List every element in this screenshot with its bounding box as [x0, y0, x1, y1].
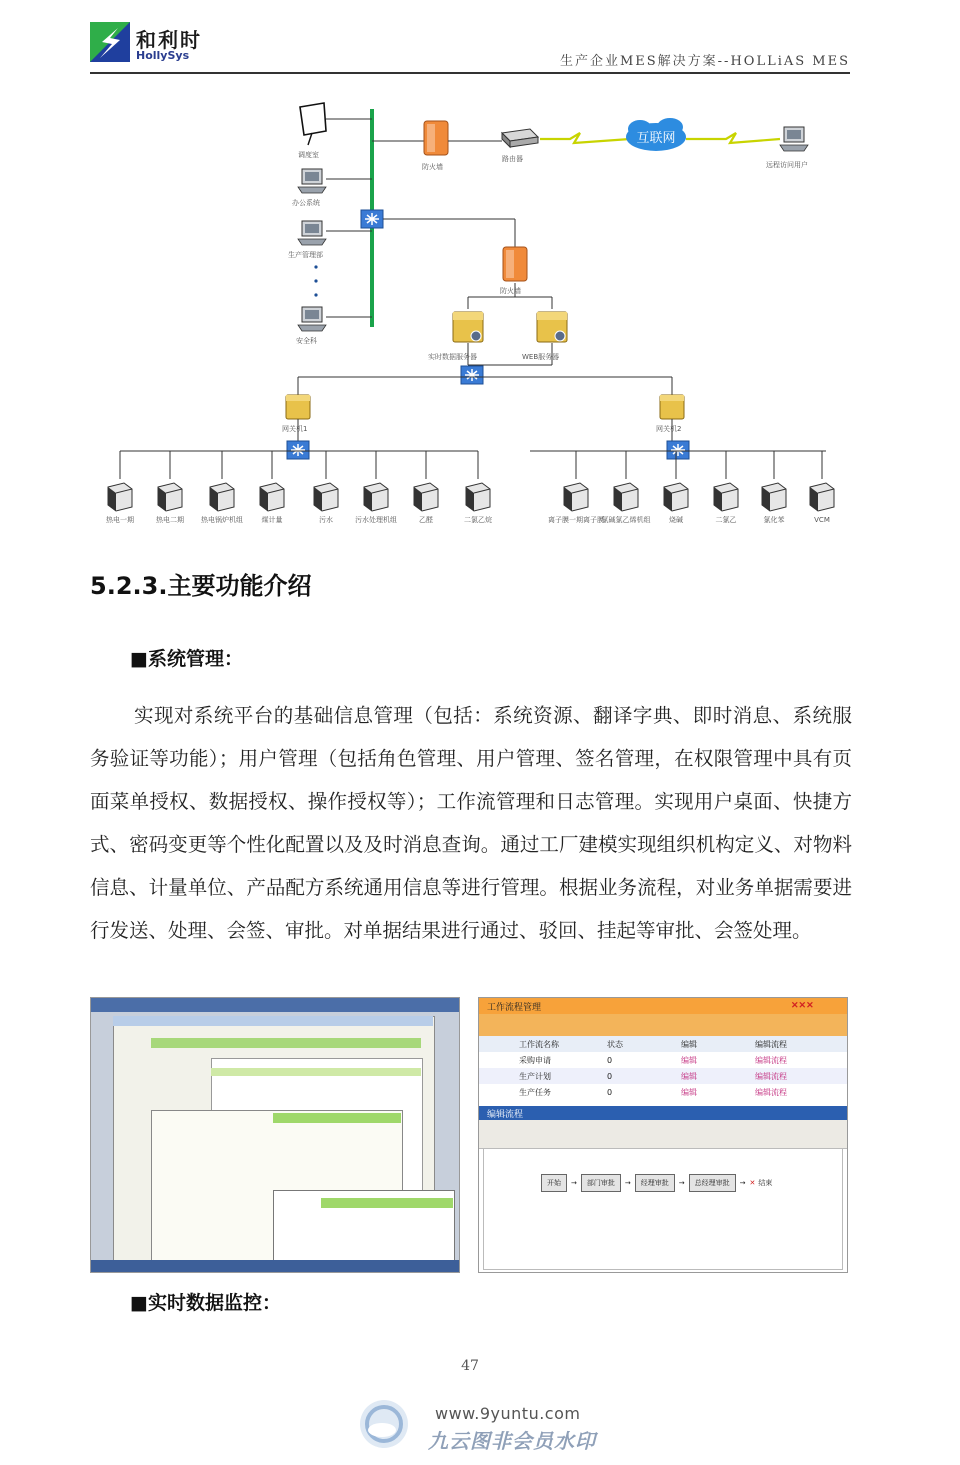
station-computer-icon [158, 483, 182, 511]
station-computer-icon [364, 483, 388, 511]
col-header-name: 工作流名称 [519, 1039, 559, 1049]
station-label: 乙醛 [419, 516, 433, 524]
node-label-dispatch: 调度室 [298, 151, 319, 159]
station-label: 烧碱 [669, 516, 683, 524]
network-topology-diagram [90, 95, 850, 535]
station-label: VCM [814, 516, 830, 524]
network-switch-icon [361, 210, 383, 228]
station-computer-icon [414, 483, 438, 511]
station-computer-icon [260, 483, 284, 511]
label-router: 路由器 [502, 155, 523, 163]
watermark-text: 九云图非会员水印 [428, 1429, 596, 1453]
router-icon [502, 129, 538, 147]
subheading-system-management: ■系统管理： [130, 648, 243, 670]
node-label-safety: 安全科 [296, 337, 317, 345]
station-computer-icon [762, 483, 786, 511]
flow-step: 经理审批 [635, 1174, 675, 1192]
station-computer-icon [810, 483, 834, 511]
station-label: 氯碱氯乙烯机组 [601, 516, 651, 524]
watermark-url: www.9yuntu.com [435, 1404, 581, 1423]
workflow-screenshot-right [478, 997, 848, 1273]
station-computer-icon [564, 483, 588, 511]
station-label: 热电锅炉机组 [201, 516, 243, 524]
flow-step: 总经理审批 [689, 1174, 736, 1192]
hollysys-logo-icon [90, 22, 130, 62]
workflow-table [479, 1036, 847, 1102]
flow-end-icon: ✕ [749, 1179, 756, 1187]
subheading-realtime-monitoring: ■实时数据监控： [130, 1292, 281, 1314]
station-label: 氯化苯 [763, 516, 785, 524]
firewall-lower-icon [503, 247, 527, 281]
label-gateway-2: 网关机2 [656, 425, 682, 433]
gateway-1-icon [286, 395, 310, 419]
station-label: 污水 [319, 516, 333, 524]
system-management-screenshot-left [90, 997, 460, 1273]
core-switch-icon [461, 366, 483, 384]
workflow-window-title: 工作流程管理 [487, 1003, 542, 1013]
workflow-steps: 开始 → 部门审批 → 经理审批 → 总经理审批 → ✕ 结束 [541, 1174, 772, 1192]
window-close-icon: ✕✕✕ [791, 1001, 814, 1011]
table-row: 生产计划 0 编辑 编辑流程 [479, 1068, 847, 1084]
logo-english-name: HollySys [136, 49, 190, 62]
watermark-cloud-logo-icon [358, 1398, 410, 1450]
station-label: 煤计量 [261, 516, 283, 524]
realtime-data-server-icon [453, 312, 483, 342]
flow-step: 开始 [541, 1174, 567, 1192]
label-firewall-lower: 防火墙 [500, 287, 521, 295]
production-pc-icon [298, 221, 326, 245]
station-label: 离子膜一期离子膜 [548, 516, 604, 524]
station-label: 二氯乙烷 [464, 516, 492, 524]
label-firewall-top: 防火墙 [422, 163, 443, 171]
station-computer-icon [314, 483, 338, 511]
flow-step: 部门审批 [581, 1174, 621, 1192]
safety-pc-icon [298, 307, 326, 331]
station-computer-icon [466, 483, 490, 511]
office-pc-icon [298, 169, 326, 193]
label-realtime-server: 实时数据服务器 [428, 353, 477, 361]
header-divider [90, 72, 850, 74]
flow-dialog-title: 编辑流程 [487, 1110, 524, 1120]
station-label: 二氯乙 [715, 516, 737, 524]
station-label: 热电一期 [106, 516, 134, 524]
col-header-edit: 编辑 [681, 1039, 697, 1049]
station-computer-icon [210, 483, 234, 511]
flow-step: 结束 [758, 1179, 773, 1187]
node-label-production: 生产管理部 [288, 251, 323, 259]
remote-user-pc-icon [780, 127, 808, 151]
gateway-1-switch-icon [287, 441, 309, 459]
label-remote-user: 远程访问用户 [766, 161, 808, 169]
col-header-status: 状态 [607, 1039, 623, 1049]
station-computer-icon [714, 483, 738, 511]
label-web-server: WEB服务器 [522, 353, 560, 361]
gateway-2-icon [660, 395, 684, 419]
table-row: 生产任务 0 编辑 编辑流程 [519, 1087, 787, 1097]
web-server-icon [537, 312, 567, 342]
monitor-display-icon [300, 103, 372, 145]
col-header-edit-flow: 编辑流程 [755, 1039, 787, 1049]
document-title: 生产企业MES解决方案--HOLLiAS MES [559, 54, 850, 69]
label-gateway-1: 网关机1 [282, 425, 308, 433]
node-label-office: 办公系统 [292, 199, 320, 207]
station-computer-icon [664, 483, 688, 511]
system-management-paragraph: 实现对系统平台的基础信息管理（包括：系统资源、翻译字典、即时消息、系统服务验证等功能）；用户管理（包括角色管理、用户管理、签名管理，在权限管理中具有页面菜单授权、数据授权、操作授权等）；工作流管理和日志管理。实现用户桌面、快捷方式、密码变更等个性化配置以及及时消息查询。通过工厂建模实现组织机构定义、对物料信息、计量单位、产品配方系统通用信息等进行管理。根据业务流程，对业务单据需要进行发送、处理、会签、审批。对单据结果进行通过、驳回、挂起等审批、会签处理。 [90, 704, 852, 942]
station-label: 污水处理机组 [355, 516, 397, 524]
station-computer-icon [614, 483, 638, 511]
station-computer-icon [108, 483, 132, 511]
section-heading: 5.2.3.主要功能介绍 [90, 572, 312, 600]
logo-chinese-name: 和利时 [136, 28, 202, 52]
station-row [106, 451, 834, 524]
station-label: 热电二期 [156, 516, 184, 524]
gateway-2-switch-icon [667, 441, 689, 459]
label-internet: 互联网 [636, 131, 676, 146]
table-row: 采购申请 0 编辑 编辑流程 [519, 1055, 787, 1065]
firewall-icon [424, 121, 448, 155]
page-number: 47 [461, 1358, 479, 1374]
